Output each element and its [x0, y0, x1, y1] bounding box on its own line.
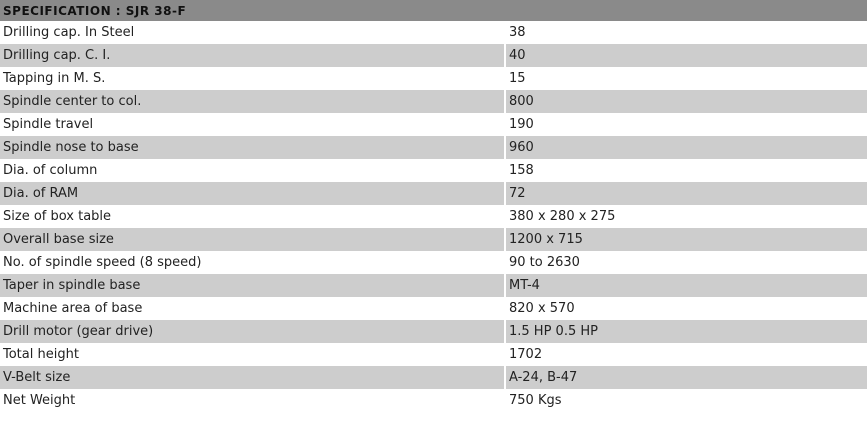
spec-label: Size of box table [0, 205, 505, 228]
spec-label: Spindle center to col. [0, 90, 505, 113]
specification-title: SPECIFICATION : SJR 38-F [0, 0, 867, 21]
spec-value: 1200 x 715 [505, 228, 867, 251]
table-row [0, 274, 867, 297]
table-row [0, 251, 867, 274]
table-header-row [0, 0, 867, 21]
spec-label: No. of spindle speed (8 speed) [0, 251, 505, 274]
spec-label: Drilling cap. C. I. [0, 44, 505, 67]
spec-value: 1702 [505, 343, 867, 366]
spec-value: 72 [505, 182, 867, 205]
table-row [0, 389, 867, 412]
table-row [0, 182, 867, 205]
spec-value: 158 [505, 159, 867, 182]
spec-value: 15 [505, 67, 867, 90]
spec-label: Net Weight [0, 389, 505, 412]
spec-label: Drilling cap. In Steel [0, 21, 505, 44]
spec-value: 820 x 570 [505, 297, 867, 320]
table-row [0, 136, 867, 159]
spec-value: 190 [505, 113, 867, 136]
spec-label: Dia. of RAM [0, 182, 505, 205]
table-row [0, 343, 867, 366]
spec-value: 800 [505, 90, 867, 113]
spec-value: A-24, B-47 [505, 366, 867, 389]
spec-label: Drill motor (gear drive) [0, 320, 505, 343]
spec-label: V-Belt size [0, 366, 505, 389]
spec-label: Overall base size [0, 228, 505, 251]
spec-label: Machine area of base [0, 297, 505, 320]
table-row [0, 366, 867, 389]
spec-value: 90 to 2630 [505, 251, 867, 274]
spec-value: 40 [505, 44, 867, 67]
spec-value: 1.5 HP 0.5 HP [505, 320, 867, 343]
spec-label: Dia. of column [0, 159, 505, 182]
spec-value: 960 [505, 136, 867, 159]
table-row [0, 44, 867, 67]
spec-label: Spindle travel [0, 113, 505, 136]
table-row [0, 21, 867, 44]
spec-value: MT-4 [505, 274, 867, 297]
spec-value: 38 [505, 21, 867, 44]
spec-label: Taper in spindle base [0, 274, 505, 297]
table-row [0, 205, 867, 228]
table-row [0, 90, 867, 113]
table-row [0, 113, 867, 136]
table-row [0, 320, 867, 343]
table-row [0, 67, 867, 90]
spec-value: 750 Kgs [505, 389, 867, 412]
table-row [0, 159, 867, 182]
table-row [0, 228, 867, 251]
spec-label: Tapping in M. S. [0, 67, 505, 90]
spec-label: Spindle nose to base [0, 136, 505, 159]
spec-label: Total height [0, 343, 505, 366]
table-row [0, 297, 867, 320]
spec-value: 380 x 280 x 275 [505, 205, 867, 228]
